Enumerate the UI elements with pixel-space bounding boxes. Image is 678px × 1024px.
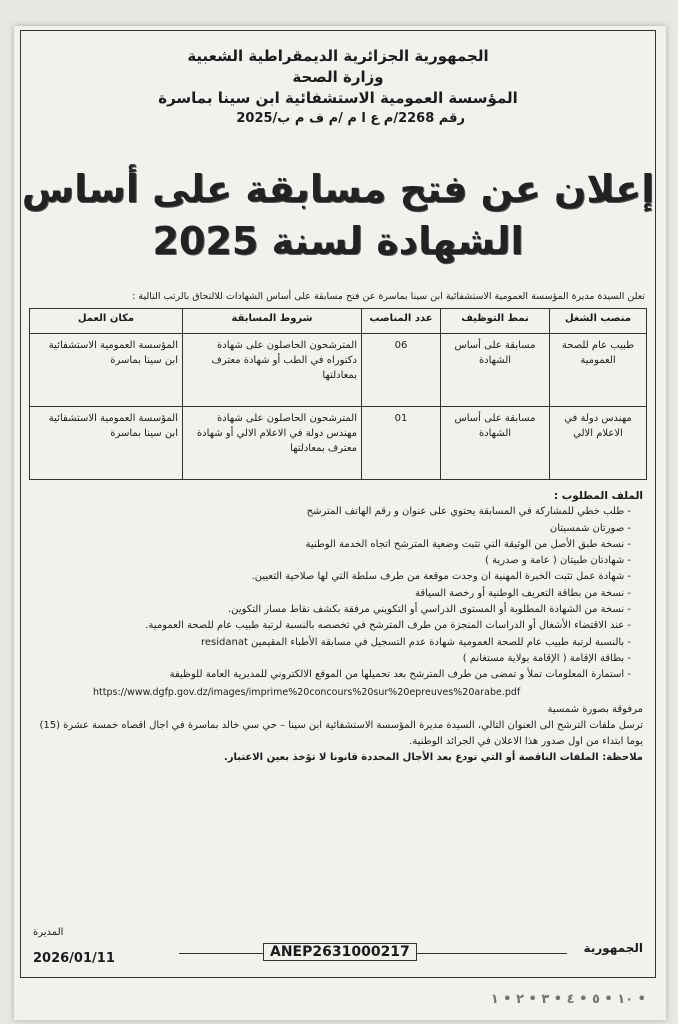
positions-table xyxy=(29,308,647,480)
list-item: - عند الاقتضاء الأشغال أو الدراسات المنجزة من طرف المترشح في تخصصه بالنسبة لرتبة طبيب عام للصحة العمومية. xyxy=(33,618,631,634)
ministry-name: وزارة الصحة xyxy=(292,68,384,86)
header-place: مكان العمل xyxy=(30,309,183,334)
list-item: - نسخة من الشهادة المطلوبة أو المستوى الدراسي أو التكويني مرفقة بكشف نقاط مسار التكوين. xyxy=(33,602,631,618)
announcement-title xyxy=(21,163,655,267)
header-post: منصب الشغل xyxy=(550,309,647,334)
institution-name: المؤسسة العمومية الاستشفائية ابن سينا بماسرة xyxy=(158,89,518,107)
cell-place: المؤسسة العمومية الاستشفائية ابن سينا بماسرة xyxy=(30,407,183,480)
list-item: - شهادة عمل تثبت الخبرة المهنية ان وجدت موقعة من طرف سلطة التي لها صلاحية التعيين. xyxy=(33,569,631,585)
publication-date: 2026/01/11 xyxy=(33,951,115,966)
closing-section xyxy=(21,718,655,766)
cell-conditions: المترشحون الحاصلون على شهادة دكتوراه في الطب أو شهادة معترف بمعادلتها xyxy=(183,334,362,407)
anep-reference: ANEP2631000217 xyxy=(263,943,417,961)
cell-post: مهندس دولة في الاعلام الالي xyxy=(550,407,647,480)
form-download-link[interactable]: https://www.dgfp.gov.dz/images/imprime%20concours%20sur%20epreuves%20arabe.pdf xyxy=(93,686,521,698)
list-item: - نسخة من بطاقة التعريف الوطنية أو رخصة السياقة xyxy=(33,586,631,602)
submission-instructions: ترسل ملفات الترشح الى العنوان التالي، السيدة مديرة المؤسسة الاستشفائية ابن سينا – حي سي خالد بماسرة في اجال اقصاه خمسة عشرة (15) يوما ابتداء من اول صدور هذا الاعلان في الجرائد الوطنية. xyxy=(39,719,643,747)
list-item: - شهادتان طبيتان ( عامة و صدرية ) xyxy=(33,553,631,569)
cell-count: 06 xyxy=(362,334,441,407)
cell-count: 01 xyxy=(362,407,441,480)
header-conditions: شروط المسابقة xyxy=(183,309,362,334)
reference-number: رقم 2268/م ع ا م /م ف م ب/2025 xyxy=(236,111,465,126)
header-count: عدد المناصب xyxy=(362,309,441,334)
document-page xyxy=(14,26,666,1020)
list-item: - استمارة المعلومات تملأ و تمضى من طرف المترشح بعد تحميلها من الموقع الالكتروني للمديرية العامة للوظيفة xyxy=(33,667,631,683)
list-item: - نسخة طبق الأصل من الوثيقة التي تثبت وضعية المترشح اتجاه الخدمة الوطنية xyxy=(33,537,631,553)
photo-note: مرفوقة بصورة شمسية xyxy=(547,703,643,715)
list-item: - طلب خطي للمشاركة في المسابقة يحتوي على عنوان و رقم الهاتف المترشح xyxy=(33,504,631,520)
table-row xyxy=(30,334,647,407)
cell-mode: مسابقة على أساس الشهادة xyxy=(441,407,550,480)
table-row xyxy=(30,407,647,480)
list-item: - بالنسبة لرتبة طبيب عام للصحة العمومية شهادة عدم التسجيل في مسابقة الأطباء المقيمين residanat xyxy=(33,635,631,651)
bleed-through-text: • ١٠ • ٥ • ٤ • ٣ • ٢ • ١ xyxy=(490,992,646,1007)
newspaper-logo: الجمهورية xyxy=(583,941,643,955)
list-item: - صورتان شمسيتان xyxy=(33,521,631,537)
cell-post: طبيب عام للصحة العمومية xyxy=(550,334,647,407)
list-item: - بطاقة الإقامة ( الإقامة بولاية مستغانم ) xyxy=(33,651,631,667)
late-files-note: ملاحظة: الملفات الناقصة أو التي تودع بعد الأجال المحددة قانونا لا تؤخذ بعين الاعتبار. xyxy=(223,751,643,763)
cell-place: المؤسسة العمومية الاستشفائية ابن سينا بماسرة xyxy=(30,334,183,407)
announcement-frame xyxy=(20,30,656,978)
cell-mode: مسابقة على أساس الشهادة xyxy=(441,334,550,407)
republic-name: الجمهورية الجزائرية الديمقراطية الشعبية xyxy=(187,47,489,65)
title-line-1: إعلان عن فتح مسابقة على أساس xyxy=(21,167,655,211)
required-file-list xyxy=(33,504,643,683)
intro-paragraph: تعلن السيدة مديرة المؤسسة العمومية الاستشفائية ابن سينا بماسرة عن فتح مسابقة على أساس الشهادات للالتحاق بالرتب التالية : xyxy=(132,291,645,302)
header-mode: نمط التوظيف xyxy=(441,309,550,334)
cell-conditions: المترشحون الحاصلون على شهادة مهندس دولة في الاعلام الالي أو شهادة معترف بمعادلتها xyxy=(183,407,362,480)
table-header-row xyxy=(30,309,647,334)
document-header xyxy=(21,45,655,129)
document-footer xyxy=(29,929,647,979)
required-file-heading: الملف المطلوب : xyxy=(553,490,643,502)
director-signature: المديرة xyxy=(33,927,64,938)
required-file-section xyxy=(21,488,655,718)
title-line-2: الشهادة لسنة 2025 xyxy=(152,219,524,263)
